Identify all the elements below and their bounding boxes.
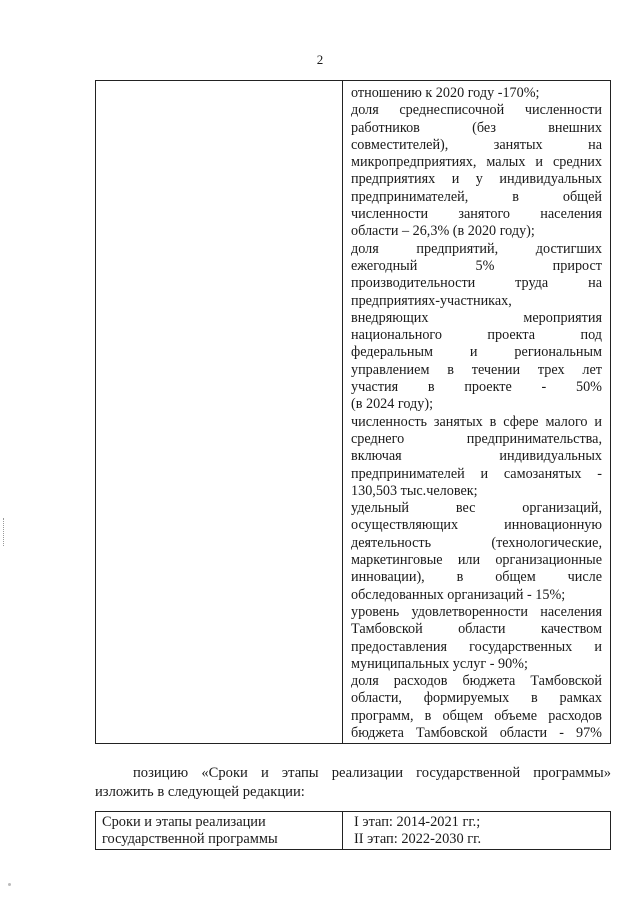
stage-line: I этап: 2014-2021 гг.; xyxy=(354,814,481,830)
indicator-line: участия в проекте - 50% xyxy=(351,379,602,396)
indicators-cell xyxy=(351,85,602,742)
indicator-line: включая индивидуальных xyxy=(351,448,602,465)
terms-table xyxy=(95,811,611,850)
terms-value-cell xyxy=(354,814,604,848)
indicator-line: предприятиях и у индивидуальных xyxy=(351,171,602,188)
indicator-line: численности занятого населения xyxy=(351,206,602,223)
indicator-line: управлением в течении трех лет xyxy=(351,361,602,378)
indicator-line: маркетинговые или организационные xyxy=(351,552,602,569)
indicator-line: осуществляющих инновационную xyxy=(351,517,602,534)
column-divider xyxy=(342,812,343,849)
indicator-line: Тамбовской области качеством xyxy=(351,621,602,638)
indicator-line: 130,503 тыс.человек; xyxy=(351,482,478,499)
terms-label-line: Сроки и этапы реализации xyxy=(102,814,266,830)
paragraph-line: позицию «Сроки и этапы реализации государственной программы» xyxy=(133,765,611,781)
indicator-line: области, формируемых в рамках xyxy=(351,690,602,707)
column-divider xyxy=(342,81,343,743)
indicator-line: отношению к 2020 году -170%; xyxy=(351,85,540,101)
indicator-line: предпринимателей, в общей xyxy=(351,188,602,205)
indicators-table xyxy=(95,80,611,744)
indicator-line: ежегодный 5% прирост xyxy=(351,257,602,274)
indicator-line: совместителей), занятых на xyxy=(351,136,602,153)
indicator-line: предоставления государственных и xyxy=(351,638,602,655)
stage-line: II этап: 2022-2030 гг. xyxy=(354,831,482,847)
indicator-line: федеральным и региональным xyxy=(351,344,602,361)
scan-dot xyxy=(8,883,11,886)
indicator-line: микропредприятиях, малых и средних xyxy=(351,154,602,171)
indicator-line: национального проекта под xyxy=(351,327,602,344)
terms-label-line: государственной программы xyxy=(102,831,278,847)
terms-label-cell xyxy=(102,814,338,848)
indicator-line: деятельность (технологические, xyxy=(351,534,602,551)
indicator-line: уровень удовлетворенности населения xyxy=(351,603,602,620)
paragraph-line: изложить в следующей редакции: xyxy=(95,784,305,800)
indicator-line: удельный вес организаций, xyxy=(351,500,602,517)
indicator-line: доля расходов бюджета Тамбовской xyxy=(351,673,602,690)
indicator-line: обследованных организаций - 15%; xyxy=(351,586,566,603)
indicator-line: среднего предпринимательства, xyxy=(351,430,602,447)
indicator-line: инновации), в общем числе xyxy=(351,569,602,586)
indicator-line: работников (без внешних xyxy=(351,119,602,136)
indicator-line: доля среднесписочной численности xyxy=(351,102,602,119)
indicator-line: (в 2024 году); xyxy=(351,396,434,413)
amendment-paragraph xyxy=(95,764,611,802)
indicator-line: предпринимателей и самозанятых - xyxy=(351,465,602,482)
indicator-line: предприятиях-участниках, xyxy=(351,292,512,309)
indicator-line: области – 26,3% (в 2020 году); xyxy=(351,223,535,240)
page-number: 2 xyxy=(316,52,324,67)
margin-mark xyxy=(3,518,6,546)
indicator-line: внедряющих мероприятия xyxy=(351,309,602,326)
indicator-line: программ, в общем объеме расходов xyxy=(351,707,602,724)
indicator-line: бюджета Тамбовской области - 97% xyxy=(351,724,602,741)
indicator-line: производительности труда на xyxy=(351,275,602,292)
indicator-line: численность занятых в сфере малого и xyxy=(351,413,602,430)
indicator-line: муниципальных услуг - 90%; xyxy=(351,655,528,672)
indicator-line: доля предприятий, достигших xyxy=(351,240,602,257)
